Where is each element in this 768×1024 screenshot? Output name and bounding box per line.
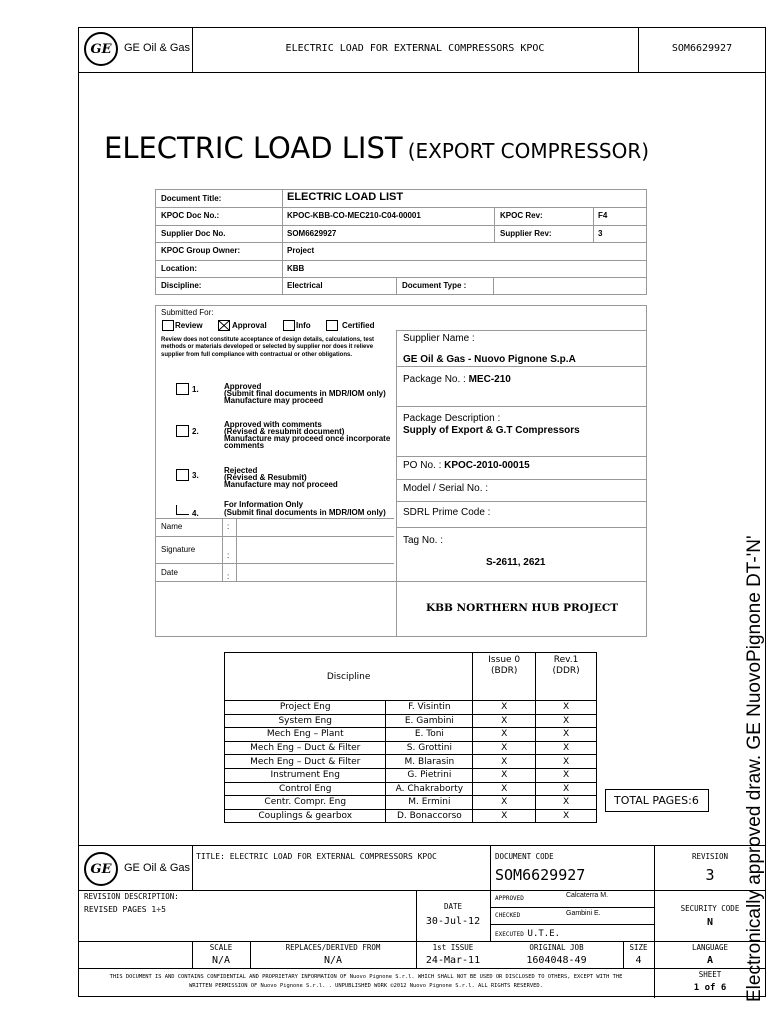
discipline-cell-i0: X xyxy=(473,741,536,755)
discipline-cell-r1: X xyxy=(536,768,597,782)
page-title-secondary: (EXPORT COMPRESSOR) xyxy=(407,139,650,163)
tb-sheet-value: 1 of 6 xyxy=(693,983,727,993)
submitted-for-label: Submitted For: xyxy=(161,308,214,317)
discipline-cell-r1: X xyxy=(536,701,597,715)
discipline-cell-discipline: Couplings & gearbox xyxy=(225,809,386,823)
item1-title: Approved xyxy=(224,382,262,391)
review-disclaimer: Review does not constitute acceptance of design details, calculations, test methods or materials developed or selected by supplier nor does it relieve supplier from full compliance with contractual or other obligations. xyxy=(161,337,375,358)
package-desc-value: Supply of Export & G.T Compressors xyxy=(403,425,580,436)
discipline-cell-discipline: Mech Eng – Duct & Filter xyxy=(225,741,386,755)
tb-approved-label: APPROVED xyxy=(495,895,524,902)
supplier-rev-label: Supplier Rev: xyxy=(500,229,552,238)
supplier-rev-value: 3 xyxy=(598,229,603,238)
discipline-cell-i0: X xyxy=(473,755,536,769)
tb-doc-code-label: DOCUMENT CODE xyxy=(495,852,554,861)
date-label: Date xyxy=(161,568,178,577)
company-name: GE Oil & Gas xyxy=(124,42,191,54)
discipline-row xyxy=(225,796,597,810)
tb-security-value: N xyxy=(706,917,714,928)
tb-replaces-value: N/A xyxy=(323,955,343,966)
discipline-cell-discipline: Control Eng xyxy=(225,782,386,796)
discipline-cell-i0: X xyxy=(473,809,536,823)
page-title xyxy=(104,131,649,165)
discipline-row xyxy=(225,714,597,728)
po-label: PO No. : KPOC-2010-00015 xyxy=(403,460,530,471)
location-value: KBB xyxy=(287,264,305,273)
item4-num: 4. xyxy=(192,509,199,518)
kpoc-doc-label: KPOC Doc No.: xyxy=(161,211,220,220)
discipline-cell-name: E. Gambini xyxy=(386,714,473,728)
item1-num: 1. xyxy=(192,385,199,394)
tb-title: TITLE: ELECTRIC LOAD FOR EXTERNAL COMPRESSORS KPOC xyxy=(196,852,437,861)
supplier-name-label: Supplier Name : xyxy=(403,333,475,344)
discipline-cell-i0: X xyxy=(473,796,536,810)
tb-checked-value: Gambini E. xyxy=(566,910,601,917)
tb-revision-label: REVISION xyxy=(691,852,729,861)
discipline-cell-discipline: Mech Eng – Plant xyxy=(225,728,386,742)
discipline-cell-r1: X xyxy=(536,741,597,755)
tb-revision-value: 3 xyxy=(705,866,715,884)
electronic-approval-stamp: Electronically approved draw. GE NuovoPignone DT-'N' xyxy=(744,535,765,1002)
tb-executed: EXECUTED U.T.E. xyxy=(495,929,561,939)
discipline-cell-i0: X xyxy=(473,701,536,715)
discipline-table xyxy=(224,652,597,823)
supplier-name-value: GE Oil & Gas - Nuovo Pignone S.p.A xyxy=(403,354,576,365)
approval-option-label: Approval xyxy=(232,321,267,330)
certified-option-label: Certified xyxy=(342,321,375,330)
supplier-doc-label: Supplier Doc No. xyxy=(161,229,226,238)
header-doc-code: SOM6629927 xyxy=(671,43,733,54)
sdrl-label: SDRL Prime Code : xyxy=(403,507,491,518)
x-mark-icon xyxy=(219,321,229,330)
tb-rev-desc-label: REVISION DESCRIPTION: xyxy=(84,892,179,901)
discipline-cell-discipline: Mech Eng – Duct & Filter xyxy=(225,755,386,769)
discipline-cell-name: E. Toni xyxy=(386,728,473,742)
discipline-cell-name: M. Ermini xyxy=(386,796,473,810)
group-owner-value: Project xyxy=(287,246,315,255)
tb-first-issue-label: 1st ISSUE xyxy=(432,943,474,952)
doc-title-label: Document Title: xyxy=(161,194,222,203)
tb-security-label: SECURITY CODE xyxy=(680,904,740,913)
discipline-value: Electrical xyxy=(287,281,323,290)
footer-company-name: GE Oil & Gas xyxy=(124,862,191,874)
discipline-cell-discipline: Centr. Compr. Eng xyxy=(225,796,386,810)
doc-type-label: Document Type : xyxy=(402,281,467,290)
tb-scale-value: N/A xyxy=(211,955,231,966)
tb-language-label: LANGUAGE xyxy=(691,943,729,952)
discipline-cell-i0: X xyxy=(473,782,536,796)
discipline-label: Discipline: xyxy=(161,281,202,290)
item4-desc: (Submit final documents in MDR/IOM only) xyxy=(224,508,386,517)
group-owner-label: KPOC Group Owner: xyxy=(161,246,241,255)
info-option-label: Info xyxy=(296,321,311,330)
discipline-cell-discipline: System Eng xyxy=(225,714,386,728)
tb-replaces-label: REPLACES/DERIVED FROM xyxy=(285,943,381,952)
discipline-cell-r1: X xyxy=(536,796,597,810)
discipline-cell-i0: X xyxy=(473,728,536,742)
item4-title: For Information Only xyxy=(224,500,304,509)
kpoc-doc-value: KPOC-KBB-CO-MEC210-C04-00001 xyxy=(287,211,421,220)
discipline-cell-r1: X xyxy=(536,728,597,742)
tb-scale-label: SCALE xyxy=(209,943,233,952)
discipline-cell-discipline: Project Eng xyxy=(225,701,386,715)
approved-with-comments-checkbox[interactable] xyxy=(176,425,189,437)
discipline-cell-name: M. Blarasin xyxy=(386,755,473,769)
review-option-label: Review xyxy=(175,321,203,330)
info-only-checkbox[interactable] xyxy=(176,505,189,515)
discipline-row xyxy=(225,728,597,742)
ge-logo-icon: GE xyxy=(84,32,118,66)
kpoc-rev-value: F4 xyxy=(598,211,608,220)
name-colon: : xyxy=(227,522,230,531)
discipline-cell-r1: X xyxy=(536,782,597,796)
page-title-primary: ELECTRIC LOAD LIST xyxy=(104,131,403,165)
tb-date-label: DATE xyxy=(443,902,463,911)
item3-num: 3. xyxy=(192,471,199,480)
doc-title-value: ELECTRIC LOAD LIST xyxy=(287,191,404,203)
review-checkbox[interactable] xyxy=(162,320,174,331)
info-checkbox[interactable] xyxy=(283,320,295,331)
signature-label: Signature xyxy=(161,545,196,554)
rev1-header: Rev.1 (DDR) xyxy=(536,653,597,701)
discipline-row xyxy=(225,701,597,715)
discipline-cell-name: A. Chakraborty xyxy=(386,782,473,796)
footer-ge-logo-icon: GE xyxy=(84,852,118,886)
discipline-cell-i0: X xyxy=(473,714,536,728)
tag-value: S-2611, 2621 xyxy=(486,557,546,568)
tb-language-value: A xyxy=(706,955,714,966)
approved-checkbox[interactable] xyxy=(176,383,189,395)
item3-desc: (Revised & Resubmit) Manufacture may not proceed xyxy=(224,473,338,489)
approval-checkbox[interactable] xyxy=(218,320,230,331)
item3-title: Rejected xyxy=(224,466,258,475)
discipline-row xyxy=(225,768,597,782)
tb-original-job-label: ORIGINAL JOB xyxy=(529,943,584,952)
tb-date-value: 30-Jul-12 xyxy=(425,916,481,927)
item2-title: Approved with comments xyxy=(224,420,322,429)
total-pages-box: TOTAL PAGES:6 xyxy=(605,789,709,812)
package-no-label: Package No. : MEC-210 xyxy=(403,374,511,385)
discipline-cell-discipline: Instrument Eng xyxy=(225,768,386,782)
discipline-header: Discipline xyxy=(225,653,473,701)
signature-colon: : xyxy=(227,551,230,560)
discipline-row xyxy=(225,755,597,769)
date-colon: : xyxy=(227,572,230,581)
discipline-cell-i0: X xyxy=(473,768,536,782)
tb-doc-code-value: SOM6629927 xyxy=(495,866,586,884)
location-label: Location: xyxy=(161,264,197,273)
tb-rev-desc-value: REVISED PAGES 1÷5 xyxy=(84,905,166,914)
item1-desc: (Submit final documents in MDR/IOM only) Manufacture may proceed xyxy=(224,389,386,405)
title-block xyxy=(78,845,766,997)
certified-checkbox[interactable] xyxy=(326,320,338,331)
supplier-doc-value: SOM6629927 xyxy=(287,229,337,238)
header-title: ELECTRIC LOAD FOR EXTERNAL COMPRESSORS KPOC xyxy=(285,43,545,54)
rejected-checkbox[interactable] xyxy=(176,469,189,481)
issue0-header: Issue 0 (BDR) xyxy=(473,653,536,701)
discipline-cell-r1: X xyxy=(536,809,597,823)
discipline-cell-r1: X xyxy=(536,714,597,728)
model-serial-label: Model / Serial No. : xyxy=(403,483,489,494)
project-name: KBB NORTHERN HUB PROJECT xyxy=(425,602,619,614)
discipline-cell-name: S. Grottini xyxy=(386,741,473,755)
tb-sheet-label: SHEET xyxy=(698,970,722,979)
review-box xyxy=(155,305,647,637)
item2-num: 2. xyxy=(192,427,199,436)
item2-desc: (Revised & resubmit document) Manufacture may proceed once incorporate comments xyxy=(224,427,391,450)
discipline-row xyxy=(225,809,597,823)
tb-approved-value: Calcaterra M. xyxy=(566,892,609,899)
tag-label: Tag No. : xyxy=(403,535,444,546)
document-info-table xyxy=(155,189,647,295)
package-no-value: MEC-210 xyxy=(468,374,511,385)
discipline-cell-name: D. Bonaccorso xyxy=(386,809,473,823)
discipline-cell-r1: X xyxy=(536,755,597,769)
name-label: Name xyxy=(161,522,183,531)
po-value: KPOC-2010-00015 xyxy=(444,460,530,471)
header-bar xyxy=(78,27,766,73)
tb-first-issue-value: 24-Mar-11 xyxy=(425,955,481,966)
discipline-row xyxy=(225,741,597,755)
discipline-cell-name: G. Pietrini xyxy=(386,768,473,782)
discipline-cell-name: F. Visintin xyxy=(386,701,473,715)
tb-size-label: SIZE xyxy=(629,943,648,952)
kpoc-rev-label: KPOC Rev: xyxy=(500,211,543,220)
tb-checked-label: CHECKED xyxy=(495,912,521,919)
package-desc-label: Package Description : xyxy=(403,413,501,424)
discipline-row xyxy=(225,782,597,796)
tb-size-value: 4 xyxy=(635,955,642,966)
tb-original-job-value: 1604048-49 xyxy=(526,955,587,966)
confidential-notice: THIS DOCUMENT IS AND CONTAINS CONFIDENTIAL AND PROPRIETARY INFORMATION OF Nuovo Pignone S.r.l. WHICH SHALL NOT BE USED OR DISCLOSED TO OTHERS, EXCEPT WITH THE WRITTEN PERMISSION OF Nuovo Pignone S.r.l. . UNPUBLISHED WORK ©2012 Nuovo Pignone S.r.l. ALL RIGHTS RESERVED. xyxy=(109,974,623,989)
